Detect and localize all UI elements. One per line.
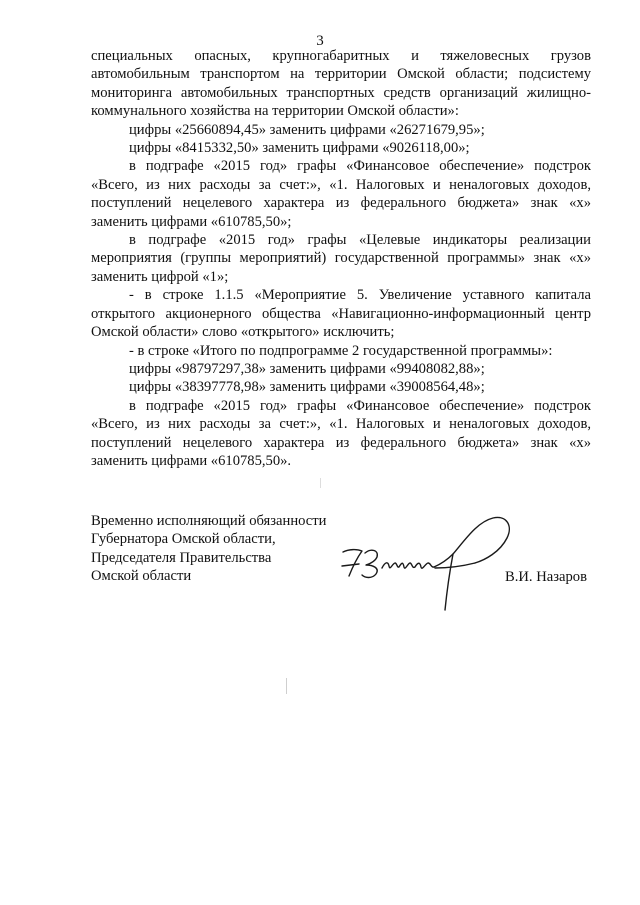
- paragraph-subgraph-finance-1: в подграфе «2015 год» графы «Финансовое обеспечение» подстрок «Всего, из них расходы за счет:», «1. Налоговых и неналоговых доходов, поступлений нецелевого характера из федерального бюджета» знак «х» заменить цифрами «610785,50»;: [91, 158, 591, 230]
- scan-mark: [320, 478, 321, 488]
- document-body: [91, 47, 591, 470]
- signer-title-line: Губернатора Омской области,: [91, 531, 276, 548]
- signer-title-line: Председателя Правительства: [91, 549, 272, 566]
- signer-title-line: Временно исполняющий обязанности: [91, 513, 327, 529]
- paragraph-replace-2: цифры «8415332,50» заменить цифрами «9026118,00»;: [129, 140, 470, 157]
- scan-mark: [286, 678, 287, 694]
- paragraph-replace-1: цифры «25660894,45» заменить цифрами «26271679,95»;: [129, 121, 485, 138]
- paragraph-subgraph-finance-2: в подграфе «2015 год» графы «Финансовое обеспечение» подстрок «Всего, из них расходы за счет:», «1. Налоговых и неналоговых доходов, поступлений нецелевого характера из федерального бюджета» знак «х» заменить цифрами «610785,50».: [91, 397, 591, 469]
- paragraph-replace-4: цифры «38397778,98» заменить цифрами «39008564,48»;: [129, 379, 485, 396]
- paragraph-continuation: специальных опасных, крупногабаритных и тяжеловесных грузов автомобильным транспортом на территории Омской области; подсистему мониторинга автомобильных транспортных средств организаций жилищно-коммунального хозяйства на территории Омской области»:: [91, 48, 591, 120]
- page-number: 3: [316, 33, 324, 49]
- signer-name: В.И. Назаров: [505, 569, 587, 585]
- paragraph-subgraph-indicators: в подграфе «2015 год» графы «Целевые индикаторы реализации мероприятия (группы мероприятий) государственной программы» знак «х» заменить цифрой «1»;: [91, 232, 591, 285]
- signer-title-line: Омской области: [91, 568, 192, 585]
- handwritten-signature: [335, 508, 525, 618]
- paragraph-row-total: - в строке «Итого по подпрограмме 2 государственной программы»:: [129, 342, 553, 359]
- paragraph-row-1-1-5: - в строке 1.1.5 «Мероприятие 5. Увеличение уставного капитала открытого акционерного общества «Навигационно-информационный центр Омской области» слово «открытого» исключить;: [91, 287, 591, 341]
- paragraph-replace-3: цифры «98797297,38» заменить цифрами «99408082,88»;: [129, 360, 485, 377]
